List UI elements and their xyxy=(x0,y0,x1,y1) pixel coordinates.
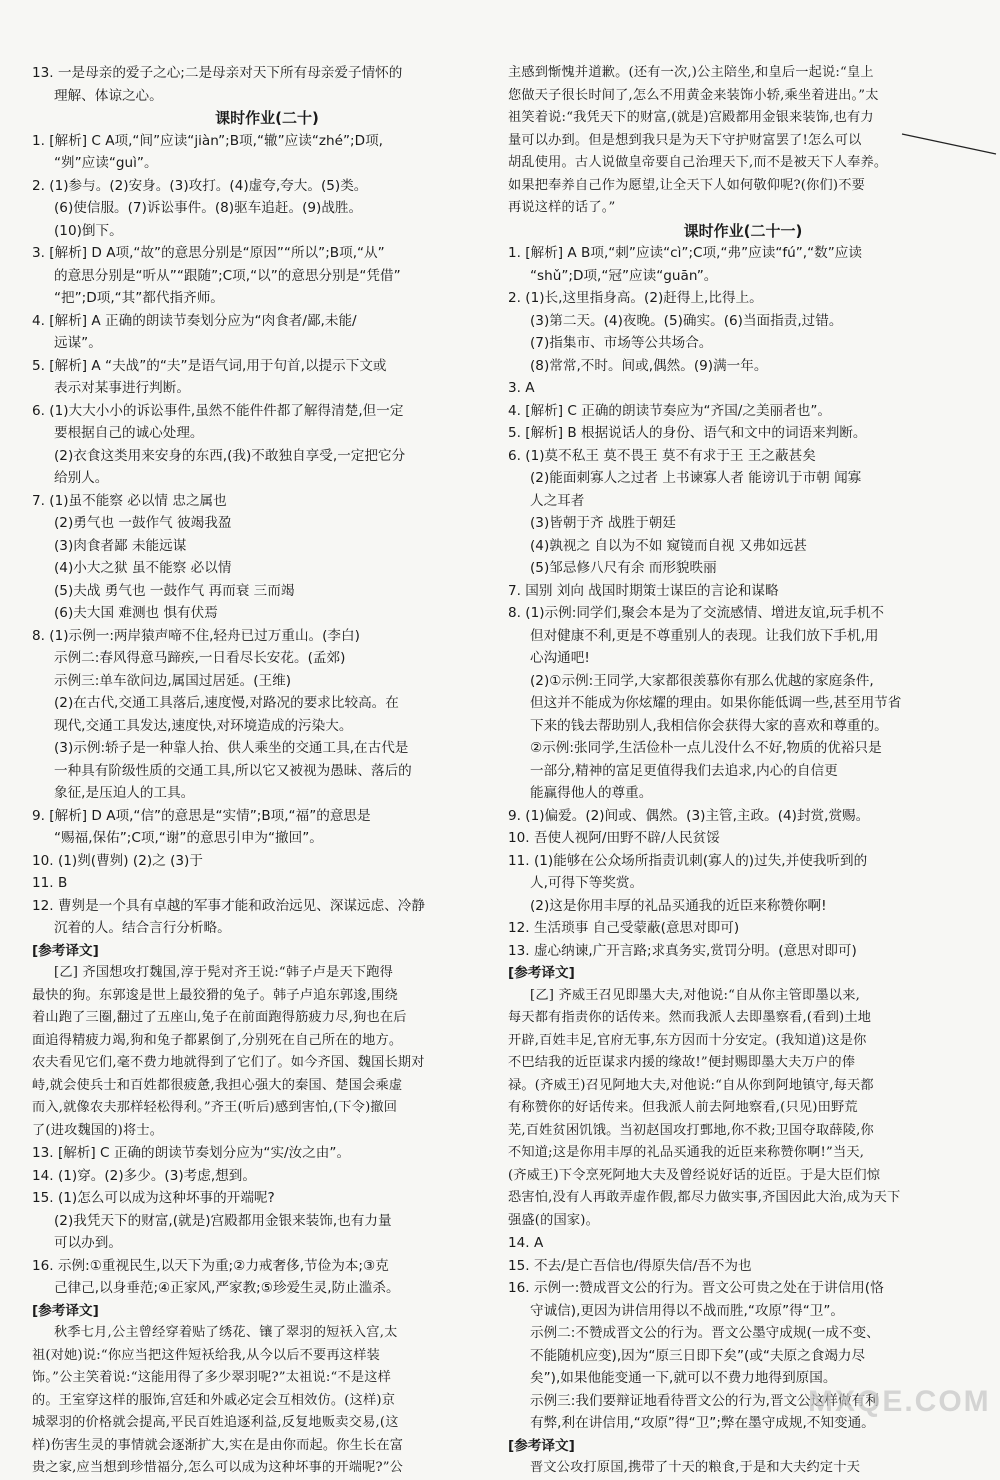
text-line: (4)孰视之 自以为不如 窥镜而自视 又弗如远甚 xyxy=(530,537,807,554)
text-line: 象征,是压迫人的工具。 xyxy=(54,785,195,801)
text-line: 要根据自己的诚心处理。 xyxy=(54,425,204,441)
text-line: 有弊,利在讲信用,“攻原”得“卫”;弊在墨守成规,不知变通。 xyxy=(530,1415,875,1431)
text-line: 6. (1)大大小小的诉讼事件,虽然不能件件都了解得清楚,但一定 xyxy=(32,402,404,419)
text-line: 13. [解析] C 正确的朗读节奏划分应为“实/汝之由”。 xyxy=(32,1145,351,1161)
text-line: 示例三:单车欲问边,属国过居延。(王维) xyxy=(54,672,292,689)
translation-line: (齐威王)下令烹死阿地大夫及曾经说好话的近臣。于是大臣们惊 xyxy=(508,1167,881,1183)
text-line: 9. (1)偏爱。(2)间或、偶然。(3)主管,主政。(4)封赏,赏赐。 xyxy=(508,807,870,824)
text-line: 4. [解析] A 正确的朗读节奏划分应为“肉食者/鄙,未能/ xyxy=(32,312,357,329)
text-line: 理解、体谅之心。 xyxy=(54,87,163,104)
text-line: (2)衣食这类用来安身的东西,(我)不敢独自享受,一定把它分 xyxy=(54,447,406,464)
text-line: 可以办到。 xyxy=(54,1235,122,1251)
text-line: 8. (1)示例一:两岸猿声啼不住,轻舟已过万重山。(李白) xyxy=(32,627,360,644)
text-line: ②示例:张同学,生活俭朴一点儿没什么不好,物质的优裕只是 xyxy=(530,740,882,756)
text-line: 1. [解析] A B项,“刺”应读“cì”;C项,“弗”应读“fú”,“数”应读 xyxy=(508,245,862,261)
text-line: 11. (1)能够在公众场所指责讥刺(寡人的)过失,并使我听到的 xyxy=(508,852,868,869)
translation-line: 再说这样的话了。” xyxy=(508,200,616,215)
text-line: 3. A xyxy=(508,380,535,396)
translation-line: 每天都有指责你的话传来。然而我派人去即墨察看,(看到)土地 xyxy=(508,1010,872,1025)
translation-line: 量可以办到。但是想到我只是为天下守护财富罢了!怎么可以 xyxy=(508,132,862,148)
text-line: 能赢得他人的尊重。 xyxy=(530,785,653,801)
translation-line: 主感到惭愧并道歉。(还有一次,)公主陪坐,和皇后一起说:“皇上 xyxy=(508,65,874,80)
text-line: “shǔ”;D项,“冠”应读“guān”。 xyxy=(530,267,718,284)
text-line: 示例二:春风得意马蹄疾,一日看尽长安花。(孟郊) xyxy=(54,650,346,666)
text-line: 11. B xyxy=(32,875,68,891)
translation-line: 有称赞你的好话传来。但我派人前去阿地察看,(只见)田野荒 xyxy=(508,1100,858,1115)
translation-line: 的。王室穿这样的服饰,宫廷和外戚必定会互相效仿。(这样)京 xyxy=(32,1392,396,1408)
translation-line: 最快的狗。东郭逡是世上最狡猾的兔子。韩子卢追东郭逡,围绕 xyxy=(32,987,398,1003)
text-line: 8. (1)示例:同学们,聚会本是为了交流感情、增进友谊,玩手机不 xyxy=(508,605,885,621)
text-line: (6)夫大国 难测也 惧有伏焉 xyxy=(54,605,218,621)
translation-line: 胡乱使用。古人说做皇帝要自己治理天下,而不是被天下人奉养。 xyxy=(508,155,888,170)
translation-line: 面追得精疲力竭,狗和兔子都累倒了,分别死在自己所在的地方。 xyxy=(32,1032,403,1048)
text-line: 的意思分别是“听从”“跟随”;C项,“以”的意思分别是“凭借” xyxy=(54,267,401,284)
right-column xyxy=(508,62,978,1480)
text-line: (3)示例:轿子是一种靠人抬、供人乘坐的交通工具,在古代是 xyxy=(54,740,409,756)
text-line: 15. 不去/是亡吾信也/得原失信/吾不为也 xyxy=(508,1257,752,1274)
text-line: 5. [解析] B 根据说话人的身份、语气和文中的词语来判断。 xyxy=(508,425,867,441)
text-line: 示例二:不赞成晋文公的行为。晋文公墨守成规(一成不变、 xyxy=(530,1325,880,1341)
translation-line: [乙] 齐国想攻打魏国,淳于髡对齐王说:“韩子卢是天下跑得 xyxy=(54,965,393,980)
text-line: 12. 生活琐事 自己受蒙蔽(意思对即可) xyxy=(508,920,740,936)
text-line: 不能随机应变),因为“原三日即下矣”(或“夫原之食竭力尽 xyxy=(530,1347,866,1364)
text-line: 3. [解析] D A项,“故”的意思分别是“原因”“所以”;B项,“从” xyxy=(32,245,385,261)
text-line: (10)倒下。 xyxy=(54,222,123,239)
text-line: 4. [解析] C 正确的朗读节奏应为“齐国/之美丽者也”。 xyxy=(508,402,831,419)
text-line: (2)这是你用丰厚的礼品买通我的近臣来称赞你啊! xyxy=(530,897,827,914)
text-line: 2. (1)参与。(2)安身。(3)攻打。(4)虚夸,夸大。(5)类。 xyxy=(32,177,368,194)
translation-line: 您做天子很长时间了,怎么不用黄金来装饰小轿,乘坐着进出。”太 xyxy=(508,87,879,103)
translation-line: 开辟,百姓丰足,官府无事,东方因而十分安定。(我知道)这是你 xyxy=(508,1032,867,1048)
text-line: 己律己,以身垂范;④正家风,严家教;⑤珍爱生灵,防止滥杀。 xyxy=(54,1280,400,1296)
text-line: (2)在古代,交通工具落后,速度慢,对路况的要求比较高。在 xyxy=(54,695,399,711)
translation-label: [参考译文] xyxy=(32,1302,99,1319)
text-line: 但这并不能成为你炫耀的理由。如果你能低调一些,甚至用节省 xyxy=(530,695,902,711)
text-line: 13. 一是母亲的爱子之心;二是母亲对天下所有母亲爱子情怀的 xyxy=(32,65,403,81)
text-line: (7)指集市、市场等公共场合。 xyxy=(530,335,713,351)
translation-line: 不巴结我的近臣谋求内援的缘故!”便封赐即墨大夫万户的俸 xyxy=(508,1055,856,1070)
translation-line: 祖(对她)说:“你应当把这件短袄给我,从今以后不要再这样装 xyxy=(32,1347,380,1363)
translation-line: 贵之家,应当想到珍惜福分,怎么可以成为这种坏事的开端呢?”公 xyxy=(32,1460,404,1475)
text-line: (3)肉食者鄙 未能远谋 xyxy=(54,537,187,554)
translation-line: 如果把奉养自己作为愿望,让全天下人如何敬仰呢?(你们)不要 xyxy=(508,177,866,193)
text-line: 12. 曹刿是一个具有卓越的军事才能和政治远见、深谋远虑、冷静 xyxy=(32,897,425,914)
translation-line: 城翠羽的价格就会提高,平民百姓追逐利益,反复地贩卖交易,(这 xyxy=(32,1415,399,1430)
translation-line: [乙] 齐威王召见即墨大夫,对他说:“自从你主管即墨以来, xyxy=(530,987,860,1003)
text-line: 14. A xyxy=(508,1235,544,1251)
text-line: 人之耳者 xyxy=(530,492,585,509)
text-line: 现代,交通工具发达,速度快,对环境造成的污染大。 xyxy=(54,717,353,734)
translation-label: [参考译文] xyxy=(32,942,99,959)
watermark: MXQE.COM xyxy=(808,1385,991,1418)
text-line: 但对健康不利,更是不尊重别人的表现。让我们放下手机,用 xyxy=(530,627,879,644)
text-line: “把”;D项,“其”都代指齐师。 xyxy=(54,290,224,306)
text-line: 16. 示例:①重视民生,以天下为重;②力戒奢侈,节俭为本;③克 xyxy=(32,1257,389,1274)
translation-line: 秋季七月,公主曾经穿着贴了绣花、镶了翠羽的短袄入宫,太 xyxy=(54,1325,398,1340)
text-line: (4)小大之狱 虽不能察 必以情 xyxy=(54,560,232,576)
text-line: 5. [解析] A “夫战”的“夫”是语气词,用于句首,以提示下文或 xyxy=(32,357,387,374)
section-heading: 课时作业(二十) xyxy=(215,109,319,127)
translation-label: [参考译文] xyxy=(508,965,575,981)
translation-line: 样)伤害生灵的事情就会逐渐扩大,实在是由你而起。你生长在富 xyxy=(32,1437,404,1453)
translation-line: 祖笑着说:“我凭天下的财富,(就是)宫殿都用金银来装饰,也有力 xyxy=(508,110,874,125)
text-line: 7. 国别 刘向 战国时期策士谋臣的言论和谋略 xyxy=(508,582,779,599)
text-line: 7. (1)虽不能察 必以情 忠之属也 xyxy=(32,492,227,509)
text-line: (6)使信服。(7)诉讼事件。(8)驱车追赶。(9)战胜。 xyxy=(54,200,363,216)
translation-line: 了(进攻魏国的)将士。 xyxy=(32,1122,164,1138)
text-line: 矣”),如果他能变通一下,就可以不费力地得到原国。 xyxy=(530,1370,837,1386)
text-line: (2)我凭天下的财富,(就是)宫殿都用金银来装饰,也有力量 xyxy=(54,1212,392,1229)
text-line: (2)①示例:王同学,大家都很羡慕你有那么优越的家庭条件, xyxy=(530,672,874,689)
text-line: 一部分,精神的富足更值得我们去追求,内心的自信更 xyxy=(530,762,838,779)
text-line: (5)邹忌修八尺有余 而形貌昳丽 xyxy=(530,560,717,576)
text-line: “赐福,保佑”;C项,“谢”的意思引申为“撤回”。 xyxy=(54,830,323,846)
translation-line: 不知道;这是你用丰厚的礼品买通我的近臣来称赞你啊!”当天, xyxy=(508,1145,865,1160)
translation-line: 着山跑了三圈,翻过了五座山,兔子在前面跑得筋疲力尽,狗也在后 xyxy=(32,1010,407,1025)
section-heading: 课时作业(二十一) xyxy=(683,221,803,240)
translation-line: 而入,就像农夫那样轻松得利。”齐王(听后)感到害怕,(下令)撤回 xyxy=(32,1100,398,1115)
text-line: 10. 吾使人视阿/田野不辟/人民贫馁 xyxy=(508,830,720,846)
text-line: 6. (1)莫不私王 莫不畏王 莫不有求于王 王之蔽甚矣 xyxy=(508,447,816,464)
text-line: “刿”应读“guì”。 xyxy=(54,155,158,171)
text-line: 人,可得下等奖赏。 xyxy=(530,875,644,891)
text-line: (2)能面刺寡人之过者 上书谏寡人者 能谤讥于市朝 闻寡 xyxy=(530,470,862,486)
text-line: 14. (1)穿。(2)多少。(3)考虑,想到。 xyxy=(32,1167,256,1184)
text-line: (5)夫战 勇气也 一鼓作气 再而衰 三而竭 xyxy=(54,582,295,599)
translation-label: [参考译文] xyxy=(508,1437,575,1454)
translation-line: 禄。(齐威王)召见阿地大夫,对他说:“自从你到阿地镇守,每天都 xyxy=(508,1077,874,1093)
text-line: 沉着的人。结合言行分析略。 xyxy=(54,920,231,936)
text-line: 16. 示例一:赞成晋文公的行为。晋文公可贵之处在于讲信用(恪 xyxy=(508,1280,884,1296)
text-line: 表示对某事进行判断。 xyxy=(54,380,190,396)
translation-line: 芜,百姓贫困饥饿。当初赵国攻打鄄地,你不救;卫国夺取薛陵,你 xyxy=(508,1122,874,1138)
text-line: 守诚信),更因为讲信用得以不战而胜,“攻原”得“卫”。 xyxy=(530,1302,844,1319)
translation-line: 恐害怕,没有人再敢弄虚作假,都尽力做实事,齐国因此大治,成为天下 xyxy=(508,1190,901,1205)
pen-stroke-mark xyxy=(900,128,1000,158)
translation-line: 强盛(的国家)。 xyxy=(508,1212,600,1228)
translation-line: 农夫看见它们,毫不费力地就得到了它们了。如今齐国、魏国长期对 xyxy=(32,1055,425,1070)
text-line: 2. (1)长,这里指身高。(2)赶得上,比得上。 xyxy=(508,290,763,306)
text-line: 给别人。 xyxy=(54,470,109,486)
text-line: (3)第二天。(4)夜晚。(5)确实。(6)当面指责,过错。 xyxy=(530,312,843,329)
translation-line: 晋文公攻打原国,携带了十天的粮食,于是和大夫约定十天 xyxy=(530,1460,861,1475)
text-line: 一种具有阶级性质的交通工具,所以它又被视为愚昧、落后的 xyxy=(54,762,412,779)
left-column xyxy=(32,62,502,1480)
text-line: 心沟通吧! xyxy=(530,650,590,666)
translation-line: 峙,就会使兵士和百姓都很疲惫,我担心强大的秦国、楚国会乘虚 xyxy=(32,1077,403,1093)
text-line: (3)皆朝于齐 战胜于朝廷 xyxy=(530,515,676,531)
text-line: (8)常常,不时。间或,偶然。(9)满一年。 xyxy=(530,357,768,374)
text-line: 示例三:我们要辩证地看待晋文公的行为,晋文公这样做有利 xyxy=(530,1392,879,1409)
text-line: 15. (1)怎么可以成为这种坏事的开端呢? xyxy=(32,1190,275,1206)
text-line: 1. [解析] C A项,“间”应读“jiàn”;B项,“辙”应读“zhé”;D项, xyxy=(32,132,383,149)
text-line: (2)勇气也 一鼓作气 彼竭我盈 xyxy=(54,515,232,531)
translation-line: 饰。”公主笑着说:“这能用得了多少翠羽呢?”太祖说:“不是这样 xyxy=(32,1370,392,1385)
text-line: 下来的钱去帮助别人,我相信你会获得大家的喜欢和尊重的。 xyxy=(530,717,888,734)
text-line: 远谋”。 xyxy=(54,335,102,351)
text-line: 9. [解析] D A项,“信”的意思是“实情”;B项,“福”的意思是 xyxy=(32,807,371,824)
text-line: 10. (1)刿(曹刿) (2)之 (3)于 xyxy=(32,852,203,869)
text-line: 13. 虚心纳谏,广开言路;求真务实,赏罚分明。(意思对即可) xyxy=(508,942,857,959)
